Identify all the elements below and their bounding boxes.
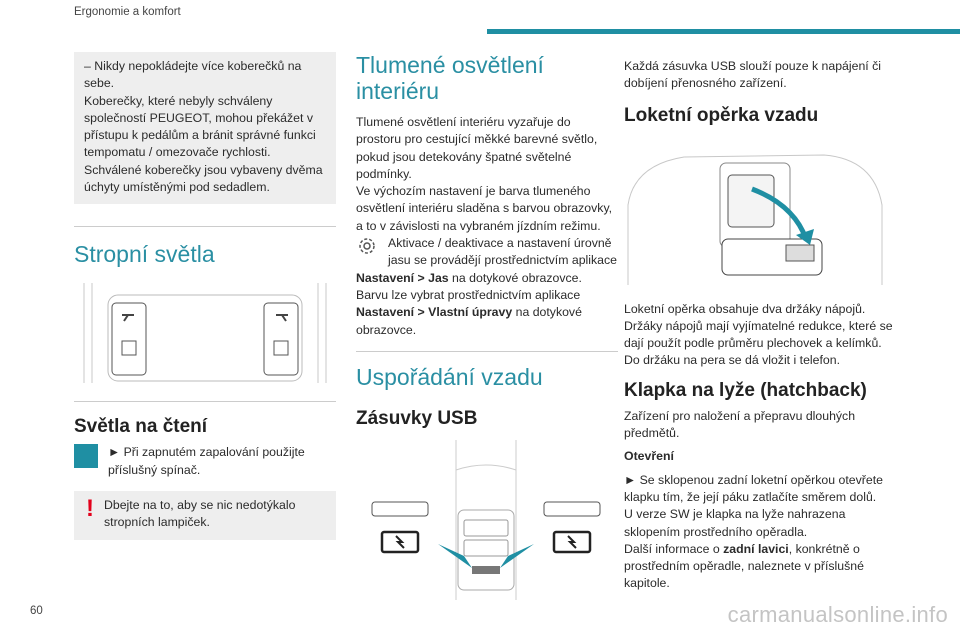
- column-middle: [356, 52, 618, 612]
- ski-p4-end: , konkrétně o prostředním opěradle, naleznete v příslušné kapitole.: [624, 541, 864, 591]
- armrest-p1: Loketní opěrka obsahuje dva držáky nápojů.: [624, 301, 866, 316]
- ambient-p4: Barvu lze vybrat prostřednictvím aplikace: [356, 287, 581, 302]
- ambient-settings-instruction: [356, 235, 618, 270]
- usb-sockets-illustration: [356, 440, 618, 612]
- ambient-p3-end: na dotykové obrazovce.: [448, 270, 582, 285]
- header-accent-bar: [487, 29, 960, 34]
- usb-text: Každá zásuvka USB slouží pouze k napájení či dobíjení přenosného zařízení.: [624, 59, 882, 91]
- ambient-p1: Tlumené osvětlení interiéru vyzařuje do prostoru pro cestující měkké barevné světlo, pokud jsou detekovány špatné světelné podmínky.: [356, 115, 598, 181]
- page-number: 60: [30, 605, 43, 617]
- warning-box: [74, 491, 336, 540]
- ambient-p4-bold: Nastavení > Vlastní úpravy: [356, 305, 513, 320]
- ambient-lighting-title: Tlumené osvětlení interiéru: [356, 52, 544, 104]
- ski-flap-title: Klapka na lyže (hatchback): [624, 379, 867, 401]
- ski-p4-start: Další informace o: [624, 541, 724, 556]
- warning-text: Dbejte na to, aby se nic nedotýkalo stropních lampiček.: [104, 497, 296, 530]
- opening-label: Otevření: [624, 449, 674, 464]
- divider: [356, 351, 618, 352]
- ceiling-lights-illustration: [74, 283, 336, 395]
- ambient-p3-bold: Nastavení > Jas: [356, 270, 449, 285]
- divider: [74, 226, 336, 227]
- ambient-p4-end: na dotykové obrazovce.: [356, 305, 582, 337]
- header-section-title: Ergonomie a komfort: [74, 6, 181, 18]
- ski-p3: U verze SW je klapka na lyže nahrazena sklopením prostředního opěradla.: [624, 507, 846, 539]
- floor-mats-note: [74, 52, 336, 204]
- ambient-p3: Aktivace / deaktivace a nastavení úrovně jasu se provádějí prostřednictvím aplikace: [388, 236, 617, 268]
- gear-icon: [356, 235, 378, 257]
- ceiling-lights-title: Stropní světla: [74, 241, 215, 268]
- reading-lights-instruction: [74, 444, 336, 479]
- rear-layout-title: Uspořádání vzadu: [356, 363, 543, 390]
- column-right: [624, 58, 904, 593]
- reading-lights-title: Světla na čtení: [74, 416, 208, 438]
- watermark: carmanualsonline.info: [727, 602, 948, 627]
- rear-armrest-illustration: [624, 145, 886, 291]
- rear-armrest-title: Loketní opěrka vzadu: [624, 104, 819, 126]
- ski-p1: Zařízení pro naložení a přepravu dlouhých předmětů.: [624, 408, 856, 441]
- reading-lights-text: ► Při zapnutém zapalování použijte příslušný spínač.: [108, 445, 305, 477]
- usb-sockets-title: Zásuvky USB: [356, 407, 478, 429]
- armrest-p2: Držáky nápojů mají vyjímatelné redukce, které se dají použít podle průměru plechovek a kelímků.: [624, 318, 893, 351]
- note-line: Koberečky, které nebyly schváleny společností PEUGEOT, mohou překážet v přístupu k pedálům a bránit správné funkci tempomatu / omezovače rychlosti.: [84, 93, 316, 160]
- ski-p2: ► Se sklopenou zadní loketní opěrkou otevřete klapku tím, že její páku zatlačíte směrem dolů.: [624, 472, 883, 504]
- rear-bench-link[interactable]: zadní lavici: [723, 541, 789, 556]
- armrest-p3: Do držáku na pera se dá vložit i telefon.: [624, 353, 841, 368]
- ambient-p2: Ve výchozím nastavení je barva tlumeného osvětlení interiéru sladěna s barvou obrazovky, a to v závislosti na vybraném jízdním režimu.: [356, 184, 613, 233]
- light-icon: [74, 444, 98, 468]
- warning-icon: !: [86, 494, 94, 522]
- divider: [74, 401, 336, 402]
- column-left: [74, 52, 336, 540]
- note-line: – Nikdy nepokládejte více koberečků na sebe.: [84, 59, 302, 91]
- note-line: Schválené koberečky jsou vybaveny dvěma úchyty umístěnými pod sedadlem.: [84, 162, 323, 195]
